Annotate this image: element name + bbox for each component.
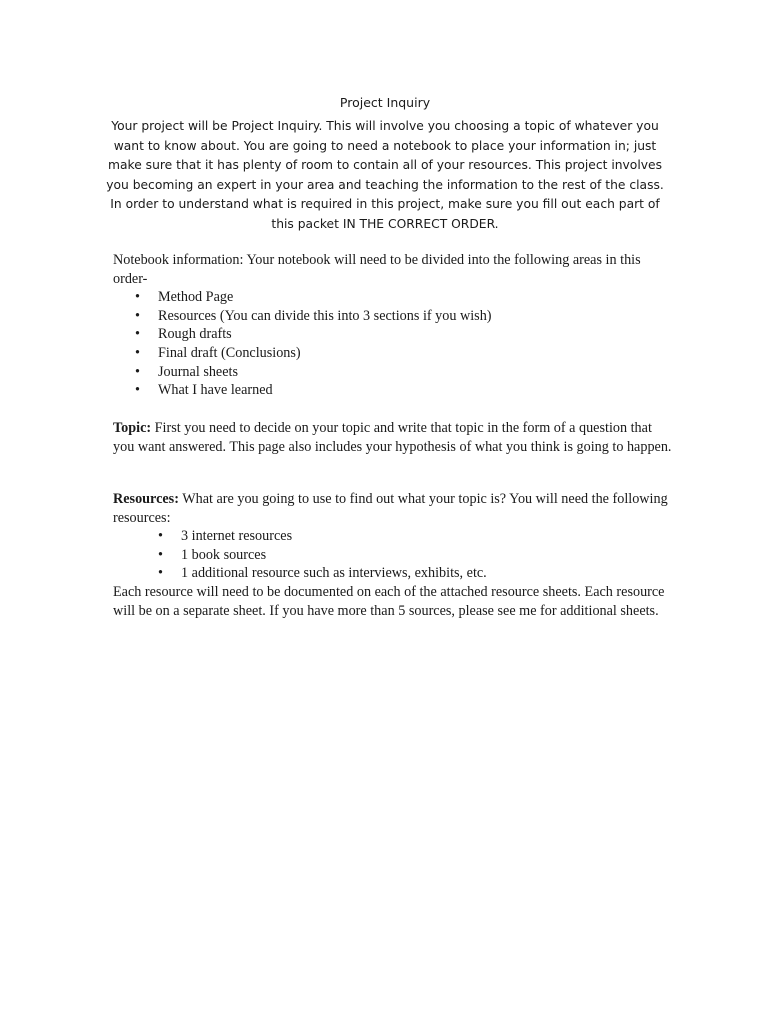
list-item-text: 1 book sources (181, 546, 267, 563)
list-item (113, 527, 673, 546)
topic-label: Topic: (113, 420, 152, 436)
bullet-icon: • (158, 546, 163, 563)
list-item-text: Final draft (Conclusions) (158, 344, 301, 361)
bullet-icon: • (135, 344, 140, 361)
list-item-text: Resources (You can divide this into 3 sections if you wish) (158, 307, 492, 324)
notebook-section (113, 251, 673, 400)
list-item (113, 363, 673, 382)
list-item-text: 1 additional resource such as interviews, exhibits, etc. (181, 565, 487, 582)
list-item (113, 307, 673, 326)
resources-label: Resources: (113, 491, 179, 507)
bullet-icon: • (158, 528, 163, 545)
list-item (113, 344, 673, 363)
resources-closing-paragraph: Each resource will need to be documented on each of the attached resource sheets. Each resource will be on a separate sheet. If you have more than 5 sources, please see me for additional sheets. (113, 583, 665, 619)
bullet-icon: • (135, 382, 140, 399)
notebook-intro-text: Notebook information: Your notebook will need to be divided into the following areas in this order- (113, 252, 641, 287)
list-item (113, 564, 673, 583)
resources-paragraph (113, 490, 673, 527)
resources-text: What are you going to use to find out what your topic is? You will need the following resources: (113, 491, 668, 526)
intro-paragraph: Your project will be Project Inquiry. This will involve you choosing a topic of whatever you want to know about. You are going to need a notebook to place your information in; just make sure that it has plenty of room to contain all of your resources. This project involves you becoming an expert in your area and teaching the information to the rest of the class. In order to understand what is required in this project, make sure you fill out each part of this packet IN THE CORRECT ORDER. (106, 119, 664, 231)
bullet-icon: • (135, 363, 140, 380)
topic-text: First you need to decide on your topic and write that topic in the form of a question that you want answered. This page also includes your hypothesis of what you think is going to happen. (113, 420, 672, 455)
bullet-icon: • (135, 289, 140, 306)
list-item (113, 288, 673, 307)
topic-section (113, 419, 673, 456)
list-item-text: What I have learned (158, 382, 273, 399)
topic-paragraph (113, 419, 673, 456)
bullet-icon: • (135, 307, 140, 324)
list-item-text: 3 internet resources (181, 528, 293, 545)
list-item-text: Method Page (158, 289, 234, 306)
page-title: Project Inquiry (339, 95, 431, 110)
list-item-text: Journal sheets (158, 363, 238, 380)
resources-list (113, 527, 673, 583)
bullet-icon: • (158, 565, 163, 582)
bullet-icon: • (135, 326, 140, 343)
list-item (113, 325, 673, 344)
list-item-text: Rough drafts (158, 326, 232, 343)
resources-section (113, 490, 673, 620)
list-item (113, 381, 673, 400)
list-item (113, 546, 673, 565)
notebook-areas-list (113, 288, 673, 400)
